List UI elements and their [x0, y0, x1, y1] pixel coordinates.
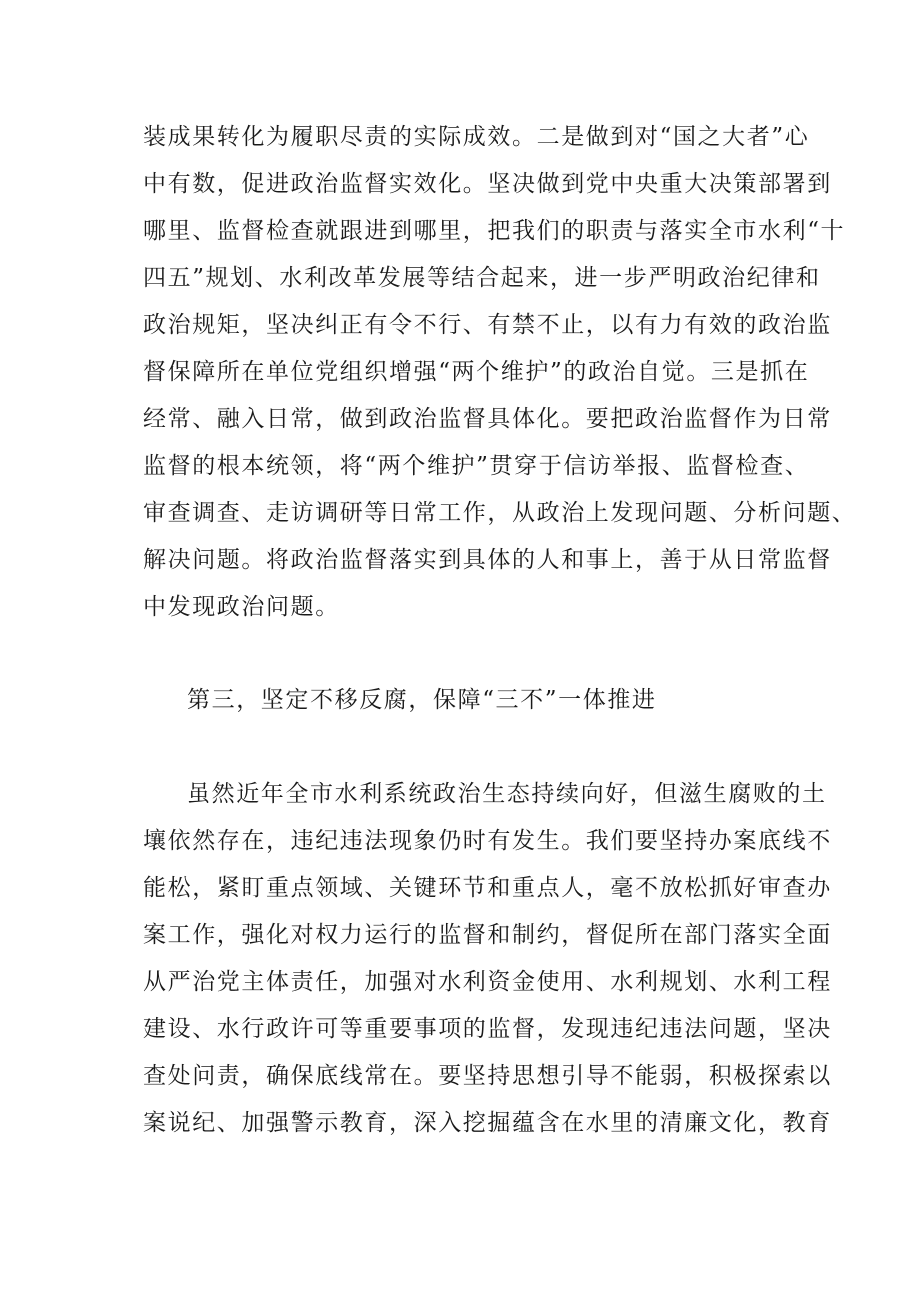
- paragraph-line: 督保障所在单位党组织增强“两个维护”的政治自觉。三是抓在: [143, 359, 810, 385]
- paragraph-line: 壤依然存在，违纪违法现象仍时有发生。我们要坚持办案底线不: [143, 828, 832, 854]
- paragraph-line: 四五”规划、水利改革发展等结合起来，进一步严明政治纪律和: [143, 265, 821, 291]
- paragraph-line: 中有数，促进政治监督实效化。坚决做到党中央重大决策部署到: [143, 171, 832, 197]
- paragraph-line: 装成果转化为履职尽责的实际成效。二是做到对“国之大者”心: [143, 124, 810, 150]
- paragraph-line: 虽然近年全市水利系统政治生态持续向好，但滋生腐败的土: [187, 781, 827, 807]
- paragraph-line: 查处问责，确保底线常在。要坚持思想引导不能弱，积极探索以: [143, 1063, 832, 1089]
- paragraph-line: 从严治党主体责任，加强对水利资金使用、水利规划、水利工程: [143, 969, 832, 995]
- paragraph-line: 中发现政治问题。: [143, 594, 340, 620]
- paragraph-line: 能松，紧盯重点领域、关键环节和重点人，毫不放松抓好审查办: [143, 875, 832, 901]
- section-heading: 第三，坚定不移反腐，保障“三不”一体推进: [187, 687, 657, 713]
- paragraph-line: 监督的根本统领，将“两个维护”贯穿于信访举报、监督检查、: [143, 453, 810, 479]
- paragraph-line: 案说纪、加强警示教育，深入挖掘蕴含在水里的清廉文化，教育: [143, 1110, 832, 1136]
- paragraph-line: 审查调查、走访调研等日常工作，从政治上发现问题、分析问题、: [143, 500, 857, 526]
- paragraph-line: 建设、水行政许可等重要事项的监督，发现违纪违法问题，坚决: [143, 1016, 832, 1042]
- paragraph-line: 政治规矩，坚决纠正有令不行、有禁不止，以有力有效的政治监: [143, 312, 832, 338]
- paragraph-line: 经常、融入日常，做到政治监督具体化。要把政治监督作为日常: [143, 406, 832, 432]
- paragraph-line: 案工作，强化对权力运行的监督和制约，督促所在部门落实全面: [143, 922, 832, 948]
- paragraph-line: 哪里、监督检查就跟进到哪里，把我们的职责与落实全市水利“十: [143, 218, 846, 244]
- paragraph-line: 解决问题。将政治监督落实到具体的人和事上，善于从日常监督: [143, 547, 832, 573]
